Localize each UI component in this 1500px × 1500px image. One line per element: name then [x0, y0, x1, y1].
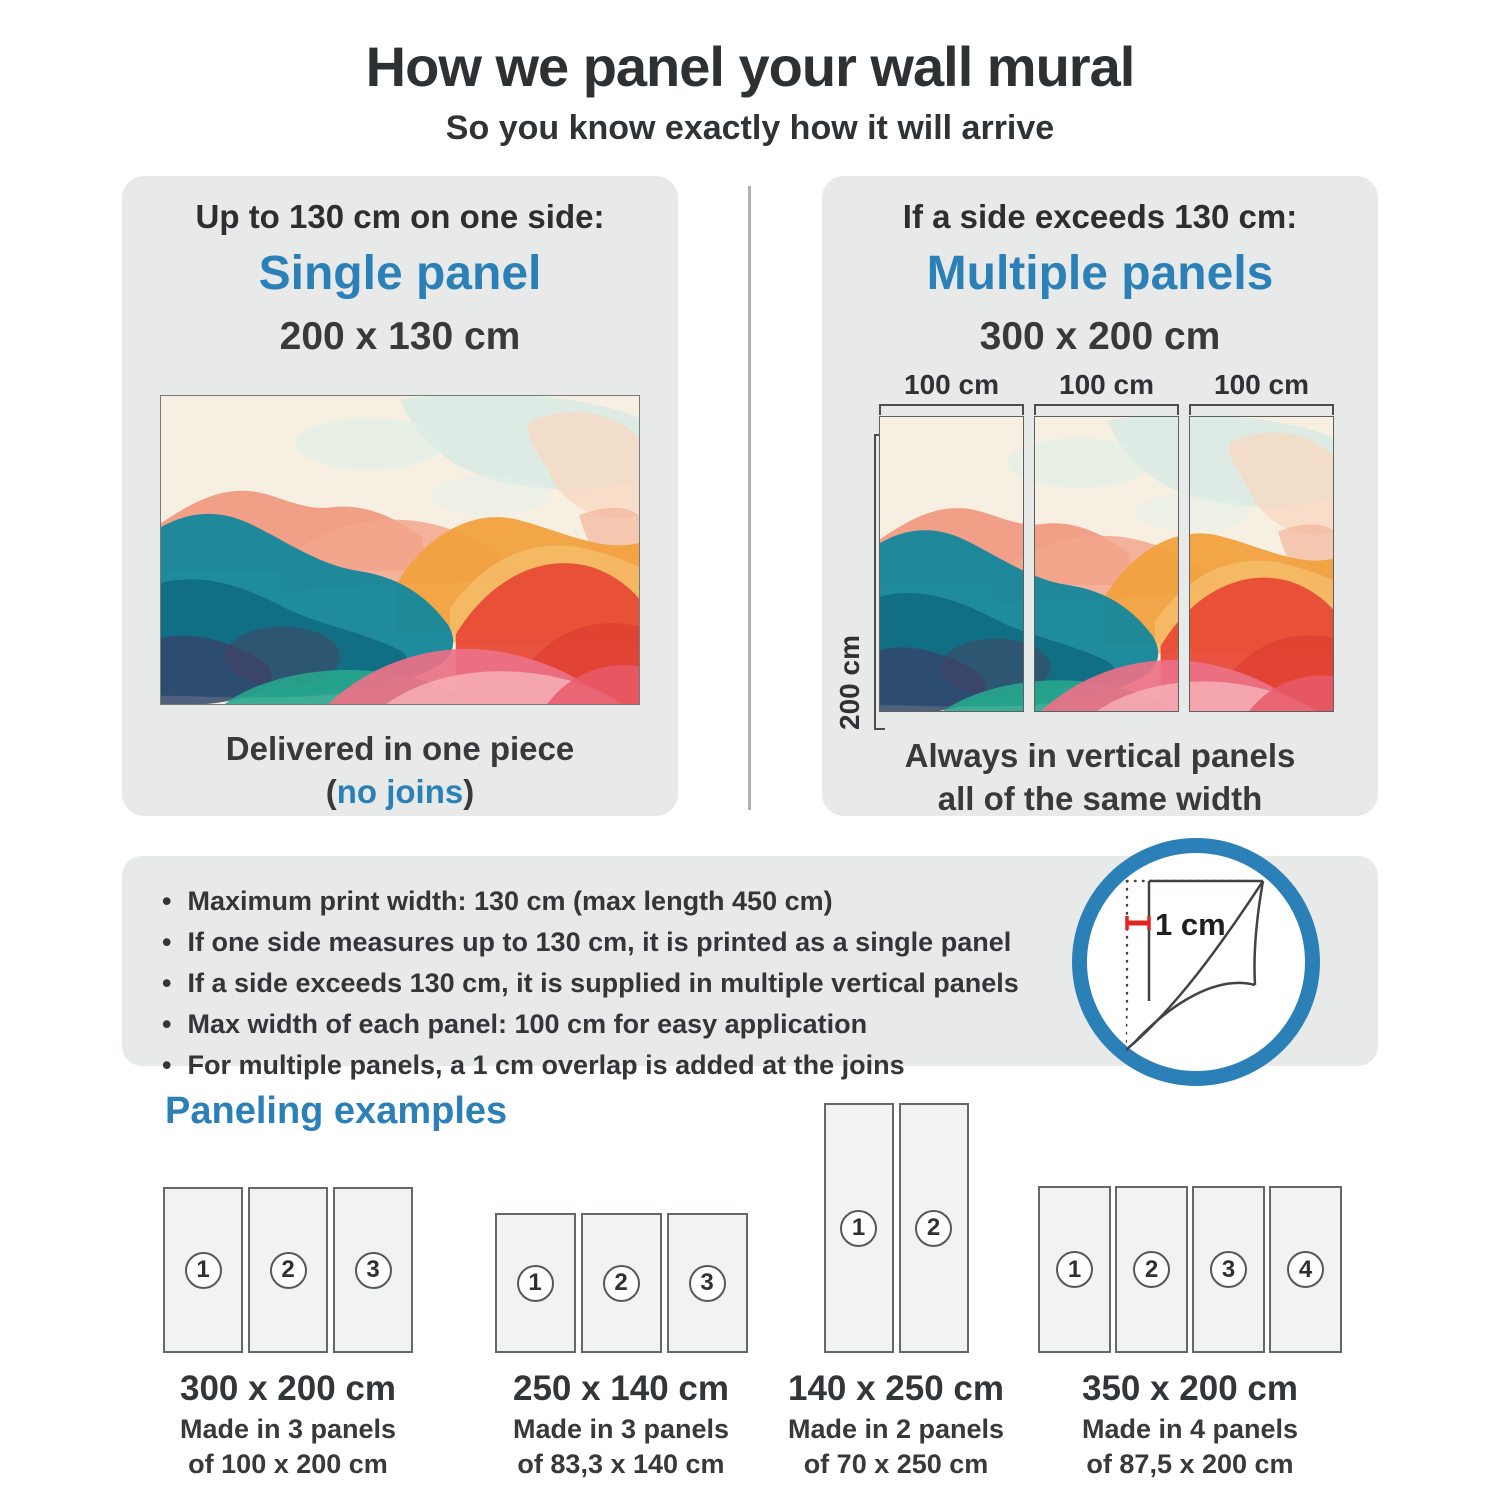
overlap-label: 1 cm	[1155, 907, 1226, 942]
mural-panel-3	[1189, 416, 1334, 712]
mural-artwork	[161, 396, 639, 704]
height-dimension	[832, 434, 880, 730]
panel-number-badge: 2	[270, 1252, 307, 1289]
no-joins-emphasis: no joins	[336, 773, 464, 810]
multiple-panels-footer	[822, 734, 1378, 820]
example-size: 300 x 200 cm	[179, 1369, 396, 1408]
overlap-icon	[1072, 838, 1320, 1086]
panel-number-badge: 3	[689, 1265, 726, 1302]
single-panel-condition: Up to 130 cm on one side:	[195, 198, 605, 235]
example-panels	[776, 1103, 1016, 1353]
height-label: 200 cm	[834, 635, 865, 730]
footer-line2	[122, 770, 678, 813]
example-size: 140 x 250 cm	[787, 1369, 1004, 1408]
footer-line1: Always in vertical panels	[904, 737, 1296, 774]
width-label-3: 100 cm	[1214, 369, 1309, 400]
panel	[581, 1213, 662, 1353]
mural-image-single	[160, 395, 640, 705]
example-350x200	[1030, 1103, 1350, 1481]
example-detail: Made in 3 panels	[179, 1414, 397, 1444]
bullet-item: • Maximum print width: 130 cm (max length 450 cm)	[162, 881, 1122, 922]
mural-panel-1	[879, 416, 1024, 712]
example-panels	[148, 1103, 428, 1353]
card-divider	[748, 186, 751, 810]
panel-number-badge: 4	[1287, 1251, 1324, 1288]
panel-number-badge: 1	[1056, 1251, 1093, 1288]
panel	[1115, 1186, 1188, 1353]
bullet-item: • For multiple panels, a 1 cm overlap is added at the joins	[162, 1045, 1122, 1086]
example-300x200	[148, 1103, 428, 1481]
example-detail: Made in 4 panels	[1081, 1414, 1299, 1444]
dimension-bracket	[879, 404, 1024, 413]
example-panels	[471, 1103, 771, 1353]
example-panels	[1030, 1103, 1350, 1353]
example-250x140	[471, 1103, 771, 1481]
paren-close: )	[463, 773, 475, 810]
example-140x250	[776, 1103, 1016, 1481]
single-panel-footer	[122, 727, 678, 813]
footer-line2: all of the same width	[937, 780, 1263, 817]
panel	[1269, 1186, 1342, 1353]
panel	[667, 1213, 748, 1353]
panel-number-badge: 1	[840, 1210, 877, 1247]
multiple-panels-size: 300 x 200 cm	[979, 315, 1221, 358]
width-dimension-2	[1034, 369, 1179, 413]
bullet-item: • If a side exceeds 130 cm, it is supplied in multiple vertical panels	[162, 963, 1122, 1004]
paren-open: (	[325, 773, 337, 810]
page-title: How we panel your wall mural	[365, 35, 1135, 98]
panel	[899, 1103, 969, 1353]
example-detail: Made in 3 panels	[512, 1414, 730, 1444]
example-detail: of 70 x 250 cm	[803, 1449, 989, 1479]
example-size: 350 x 200 cm	[1081, 1369, 1298, 1408]
page-curl-icon	[1087, 853, 1305, 1071]
single-panel-size: 200 x 130 cm	[279, 315, 521, 358]
info-bullet-list	[122, 856, 1122, 1086]
width-dimension-3	[1189, 369, 1334, 413]
bullet-item: • If one side measures up to 130 cm, it is printed as a single panel	[162, 922, 1122, 963]
width-dimension-1	[879, 369, 1024, 413]
page-subtitle: So you know exactly how it will arrive	[445, 109, 1055, 147]
width-label-2: 100 cm	[1059, 369, 1154, 400]
single-panel-card	[122, 176, 678, 816]
panel	[333, 1187, 413, 1353]
dimension-bracket	[1034, 404, 1179, 413]
example-detail: of 100 x 200 cm	[188, 1449, 388, 1479]
panel-number-badge: 3	[1210, 1251, 1247, 1288]
panel-number-badge: 1	[517, 1265, 554, 1302]
panel	[1192, 1186, 1265, 1353]
panel-number-badge: 3	[355, 1252, 392, 1289]
example-detail: of 83,3 x 140 cm	[517, 1449, 725, 1479]
header	[0, 34, 1500, 148]
multiple-panels-title: Multiple panels	[926, 247, 1274, 300]
panel-number-badge: 2	[915, 1210, 952, 1247]
panel-number-badge: 2	[1133, 1251, 1170, 1288]
example-size: 250 x 140 cm	[512, 1369, 729, 1408]
panel-number-badge: 1	[185, 1252, 222, 1289]
bullet-item: • Max width of each panel: 100 cm for easy application	[162, 1004, 1122, 1045]
example-detail: of 87,5 x 200 cm	[1086, 1449, 1294, 1479]
single-panel-title: Single panel	[258, 247, 542, 300]
panel	[163, 1187, 243, 1353]
dimension-line	[874, 434, 876, 730]
dimension-bracket	[1189, 404, 1334, 413]
multiple-panels-card	[822, 176, 1378, 816]
width-label-1: 100 cm	[904, 369, 999, 400]
width-dimension-row	[879, 369, 1334, 413]
mural-panel-2	[1034, 416, 1179, 712]
examples-heading: Paneling examples	[165, 1090, 508, 1132]
multiple-panels-condition: If a side exceeds 130 cm:	[902, 198, 1298, 235]
panel	[1038, 1186, 1111, 1353]
footer-line1: Delivered in one piece	[225, 730, 575, 767]
panel	[495, 1213, 576, 1353]
example-detail: Made in 2 panels	[787, 1414, 1005, 1444]
panel	[824, 1103, 894, 1353]
panel	[248, 1187, 328, 1353]
panel-number-badge: 2	[603, 1265, 640, 1302]
mural-image-split	[879, 416, 1334, 712]
